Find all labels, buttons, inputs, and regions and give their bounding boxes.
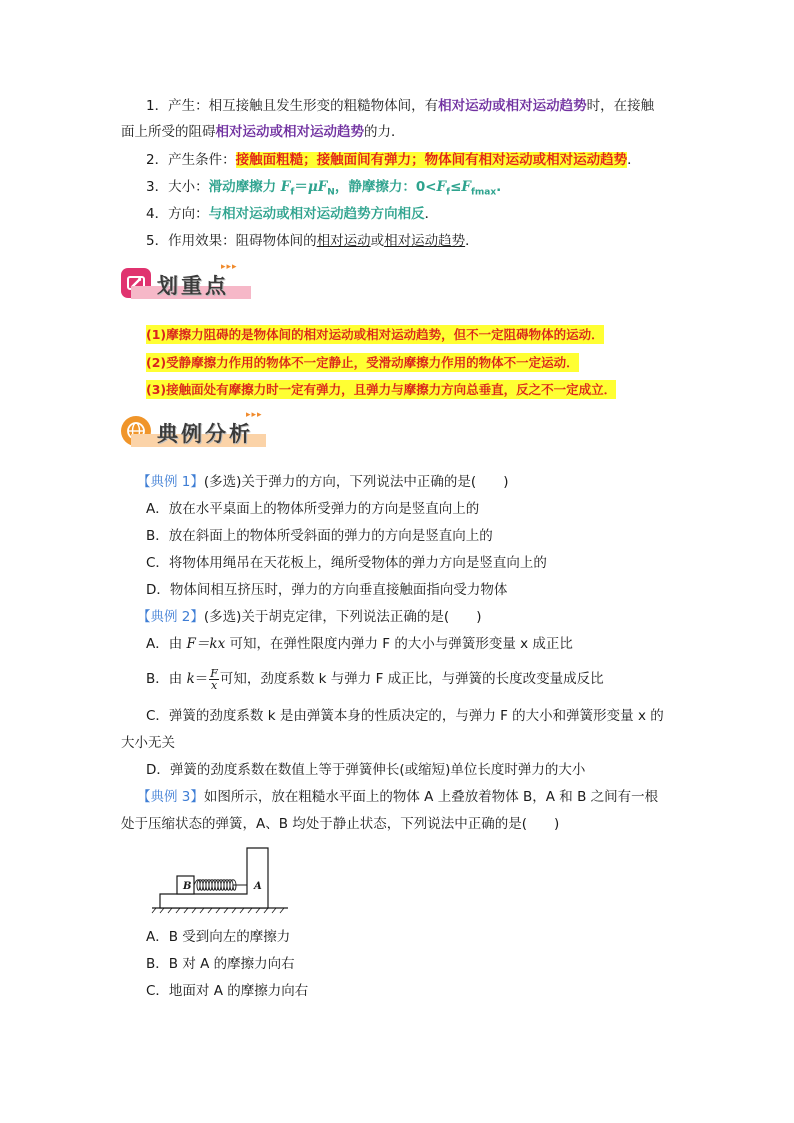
example-1-option-d: D．物体间相互挤压时，弹力的方向垂直接触面指向受力物体: [146, 582, 508, 598]
block-a: [160, 848, 268, 908]
arrow-dots-icon: ▸▸▸: [246, 410, 263, 420]
point-4-line: 4．方向：与相对运动或相对运动趋势方向相反．: [146, 206, 439, 222]
example-1-stem: 【典例 1】(多选)关于弹力的方向，下列说法中正确的是( ): [137, 474, 509, 490]
point-3-formula: 滑动摩擦力 $F_f=\mu F_N$，静摩擦力：$0<F_f\le F_{fmax}$.: [208, 179, 502, 198]
example-2-option-b: B．由 k＝ $\frac{F}{x}$ 可知，劲度系数 k 与弹力 F 成正比，与弹簧的长度改变量成反比: [146, 666, 604, 692]
example-1-tag: 【典例 1】: [137, 474, 204, 490]
examples-title: 典例分析: [157, 421, 253, 446]
example-3-option-b: B．B 对 A 的摩擦力向右: [146, 956, 295, 972]
key-note-3: (3)接触面处有摩擦力时一定有弹力，且弹力与摩擦力方向总垂直，反之不一定成立．: [146, 382, 617, 397]
fraction-f-over-x: $\frac{F}{x}$: [210, 666, 218, 692]
point-1-keyword: 相对运动或相对运动趋势: [438, 98, 587, 114]
key-note-1: (1)摩擦力阻碍的是物体间的相对运动或相对运动趋势，但不一定阻碍物体的运动．: [146, 327, 604, 342]
point-5-line: 5．作用效果：阻碍物体间的相对运动或相对运动趋势．: [146, 233, 479, 249]
point-1-line-2: 面上所受的阻碍相对运动或相对运动趋势的力．: [121, 124, 405, 140]
key-points-title: 划重点: [157, 273, 229, 298]
key-points-banner: [121, 262, 261, 302]
example-3-stem-line-1: 【典例 3】如图所示，放在粗糙水平面上的物体 A 上叠放着物体 B，A 和 B 之间有一根: [137, 789, 659, 805]
key-note-2: (2)受静摩擦力作用的物体不一定静止，受滑动摩擦力作用的物体不一定运动．: [146, 355, 579, 370]
point-4-direction: 与相对运动或相对运动趋势方向相反: [208, 206, 425, 222]
spring: [194, 880, 247, 891]
ground-hatch: [152, 908, 284, 913]
examples-banner: [121, 410, 281, 450]
example-2-option-d: D．弹簧的劲度系数在数值上等于弹簧伸长(或缩短)单位长度时弹力的大小: [146, 762, 586, 778]
example-2-stem: 【典例 2】(多选)关于胡克定律，下列说法正确的是( ): [137, 609, 482, 625]
example-1-option-a: A．放在水平桌面上的物体所受弹力的方向是竖直向上的: [146, 501, 480, 517]
example-3-stem-line-2: 处于压缩状态的弹簧，A、B 均处于静止状态，下列说法中正确的是( ): [121, 816, 560, 832]
point-1-line-1: 1．产生：相互接触且发生形变的粗糙物体间，有相对运动或相对运动趋势时，在接触: [146, 98, 655, 114]
example-3-option-a: A．B 受到向左的摩擦力: [146, 929, 291, 945]
arrow-dots-icon: ▸▸▸: [221, 262, 238, 272]
point-1-keyword-2: 相对运动或相对运动趋势: [215, 124, 364, 140]
point-2-conditions: 接触面粗糙；接触面间有弹力；物体间有相对运动或相对运动趋势: [235, 152, 628, 168]
label-b: B: [183, 881, 192, 892]
example-2-tag: 【典例 2】: [137, 609, 204, 625]
example-2-option-c-line-2: 大小无关: [121, 735, 175, 751]
example-3-option-c: C．地面对 A 的摩擦力向右: [146, 983, 309, 999]
spring-block-figure: [150, 842, 290, 914]
example-3-tag: 【典例 3】: [137, 789, 204, 805]
example-2-option-a: A．由 F＝kx 可知，在弹性限度内弹力 F 的大小与弹簧形变量 x 成正比: [146, 636, 573, 652]
point-2-line: 2．产生条件：接触面粗糙；接触面间有弹力；物体间有相对运动或相对运动趋势．: [146, 152, 641, 168]
point-3-line: 3．大小：滑动摩擦力 $F_f=\mu F_N$，静摩擦力：$0<F_f\le F_{fmax}$.: [146, 179, 502, 198]
example-2-option-c-line-1: C．弹簧的劲度系数 k 是由弹簧本身的性质决定的，与弹力 F 的大小和弹簧形变量 x 的: [146, 708, 664, 724]
label-a: A: [254, 881, 262, 892]
example-1-option-c: C．将物体用绳吊在天花板上，绳所受物体的弹力方向是竖直向上的: [146, 555, 547, 571]
example-1-option-b: B．放在斜面上的物体所受斜面的弹力的方向是竖直向上的: [146, 528, 493, 544]
